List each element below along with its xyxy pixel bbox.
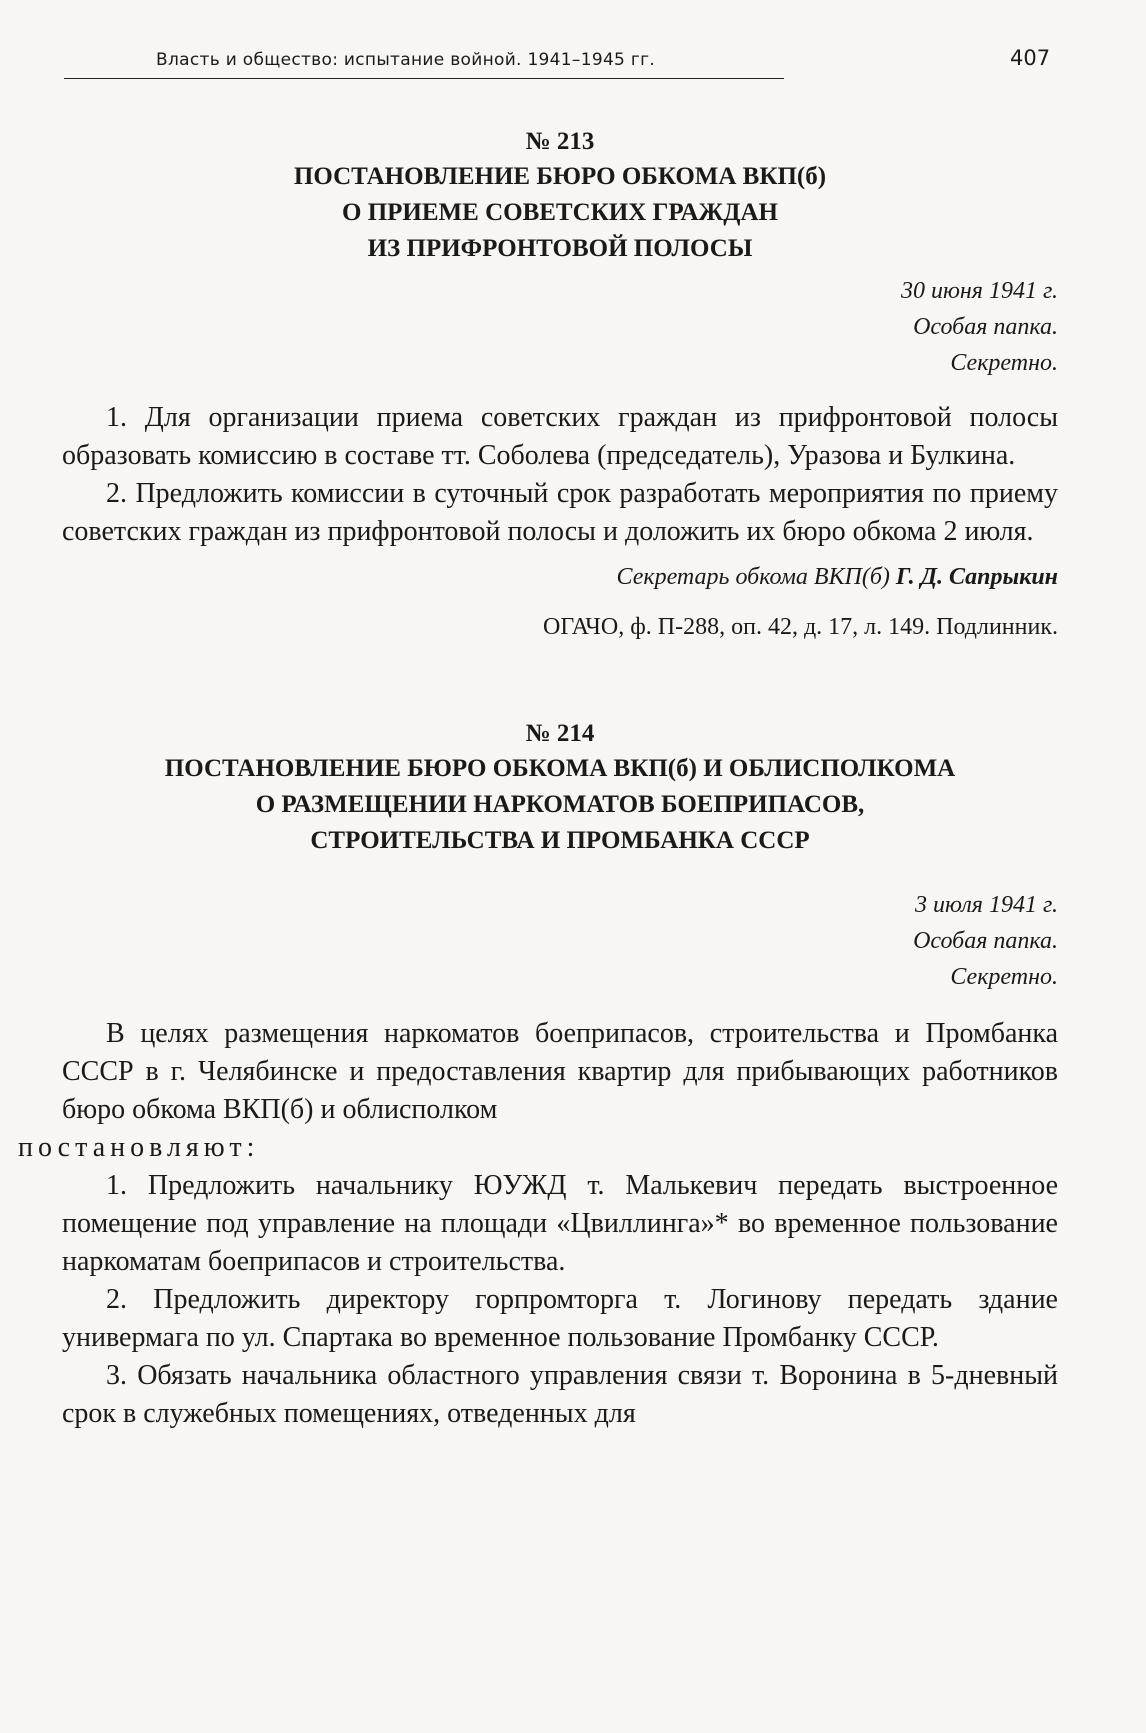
doc-213-paragraph-1: 1. Для организации приема советских граждан из прифронтовой полосы образовать комиссию в составе тт. Соболева (председатель), Уразова и Булкина. (62, 402, 1058, 471)
doc-213-title-line-2: О ПРИЕМЕ СОВЕТСКИХ ГРАЖДАН (342, 199, 778, 226)
page-number: 407 (1010, 46, 1051, 70)
doc-214-title-line-3: СТРОИТЕЛЬСТВА И ПРОМБАНКА СССР (310, 827, 810, 854)
document-214 (18, 717, 1058, 1433)
doc-213-signature (62, 559, 1058, 595)
running-head: Власть и общество: испытание войной. 1941–1945 гг. (64, 50, 784, 79)
doc-214-intro (18, 1015, 1058, 1167)
doc-214-title-line-2: О РАЗМЕЩЕНИИ НАРКОМАТОВ БОЕПРИПАСОВ, (255, 791, 865, 818)
doc-213-date: 30 июня 1941 г. (900, 278, 1058, 304)
doc-214-paragraph-3: 3. Обязать начальника областного управления связи т. Воронина в 5-дневный срок в служебных помещениях, отведенных для (62, 1360, 1058, 1429)
doc-213-source: ОГАЧО, ф. П-288, оп. 42, д. 17, л. 149. Подлинник. (543, 614, 1058, 640)
document-213 (62, 125, 1058, 645)
doc-213-title-line-3: ИЗ ПРИФРОНТОВОЙ ПОЛОСЫ (367, 235, 753, 262)
doc-213-secrecy: Секретно. (950, 350, 1058, 376)
doc-214-number: № 214 (525, 720, 595, 747)
doc-213-title-line-1: ПОСТАНОВЛЕНИЕ БЮРО ОБКОМА ВКП(б) (293, 163, 827, 190)
doc-213-folder: Особая папка. (913, 314, 1058, 340)
doc-213-number: № 213 (525, 128, 595, 155)
doc-214-paragraph-1: 1. Предложить начальнику ЮУЖД т. Малькевич передать выстроенное помещение под управление на площади «Цвиллинга»* во временное пользование наркоматам боеприпасов и строительства. (62, 1170, 1058, 1277)
doc-214-paragraph-2: 2. Предложить директору горпромторга т. Логинову передать здание универмага по ул. Спартака во временное пользование Промбанку СССР. (62, 1284, 1058, 1353)
doc-214-secrecy: Секретно. (950, 964, 1058, 990)
doc-214-date: 3 июля 1941 г. (915, 892, 1058, 918)
signature-role: Секретарь обкома ВКП(б) (616, 564, 890, 590)
doc-213-paragraph-2: 2. Предложить комиссии в суточный срок разработать мероприятия по приему советских граждан из прифронтовой полосы и доложить их бюро обкома 2 июля. (62, 478, 1058, 547)
doc-214-folder: Особая папка. (913, 928, 1058, 954)
signature-name: Г. Д. Сапрыкин (895, 564, 1058, 590)
doc-214-intro-spaced: постановляют: (18, 1132, 260, 1163)
page-content (18, 125, 1058, 1433)
doc-214-title-line-1: ПОСТАНОВЛЕНИЕ БЮРО ОБКОМА ВКП(б) И ОБЛИСПОЛКОМА (164, 755, 956, 782)
doc-214-intro-text: В целях размещения наркоматов боеприпасов, строительства и Промбанка СССР в г. Челябинске и предоставления квартир для прибывающих работников бюро обкома ВКП(б) и облисполком (62, 1018, 1058, 1125)
